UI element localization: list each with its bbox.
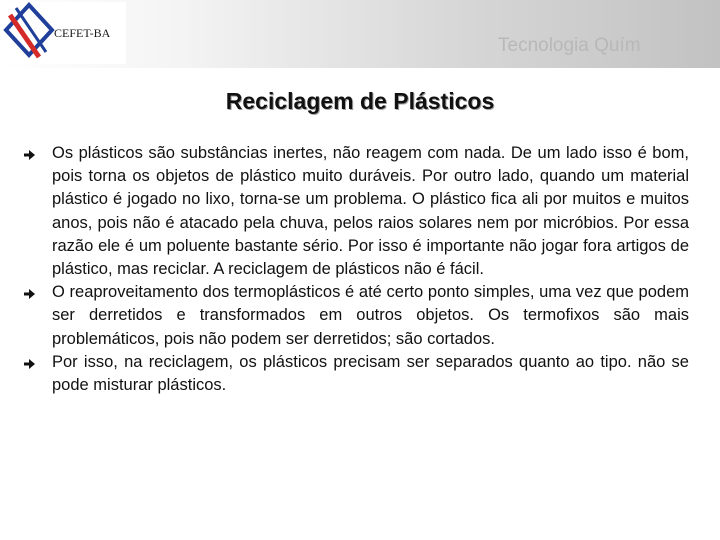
arrow-right-icon [24,150,35,160]
bullet-text: Por isso, na reciclagem, os plásticos precisam ser separados quanto ao tipo. não se pode misturar plásticos. [52,352,689,395]
logo-text: CEFET-BA [54,26,111,40]
logo [2,2,126,64]
arrow-right-icon [24,289,35,299]
slide-title-text: Reciclagem de Plásticos [225,88,495,114]
header-watermark: Tecnologia Quím [498,35,641,56]
slide-title [0,88,720,115]
bullet-item [52,351,689,397]
bullet-text: Os plásticos são substâncias inertes, não reagem com nada. De um lado isso é bom, pois torna os objetos de plástico muito duráveis. Por outro lado, quando um material plástico é jogado no lixo, torna-se um problema. O plástico fica ali por muitos e muitos anos, pois não é atacado pela chuva, pelos raios solares nem por micróbios. Por essa razão ele é um poluente bastante sério. Por isso é importante não jogar fora artigos de plástico, mas reciclar. A reciclagem de plásticos não é fácil. [52,144,689,279]
arrow-right-icon [24,359,35,369]
header-band [0,0,720,68]
bullet-item [52,142,689,281]
bullet-item [52,281,689,351]
bullet-text: O reaproveitamento dos termoplásticos é até certo ponto simples, uma vez que podem ser derretidos e transformados em outros objetos. Os termofixos são mais problemáticos, pois não podem ser derretidos; são cortados. [52,283,689,348]
bullet-list [52,142,689,397]
